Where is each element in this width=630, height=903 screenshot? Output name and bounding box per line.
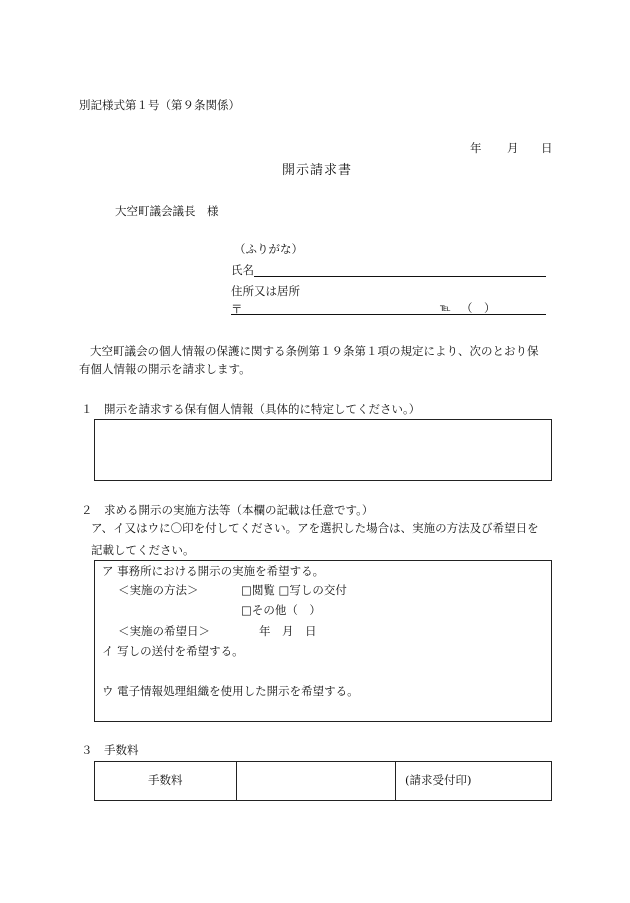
date-year-label: 年	[470, 141, 482, 155]
receipt-stamp-label: (請求受付印)	[405, 773, 472, 787]
option-i[interactable]: イ 写しの送付を希望する。	[102, 644, 244, 658]
section2-heading: ２ 求める開示の実施方法等（本欄の記載は任意です。）	[81, 503, 374, 517]
furigana-label: （ふりがな）	[234, 242, 303, 256]
fee-label: 手数料	[148, 773, 183, 787]
name-field[interactable]	[254, 276, 546, 277]
form-label: 別記様式第１号（第９条関係）	[79, 98, 240, 112]
tel-label: ℡	[440, 303, 451, 314]
method-label: ＜実施の方法＞	[118, 583, 199, 597]
section2-instruction-2: 記載してください。	[91, 543, 195, 557]
section1-heading: １ 開示を請求する保有個人情報（具体的に特定してください。）	[81, 402, 421, 416]
intro-line-2: 有個人情報の開示を請求します。	[79, 362, 251, 376]
name-label: 氏名	[231, 263, 254, 277]
option-a[interactable]: ア 事務所における開示の実施を希望する。	[102, 564, 325, 578]
intro-line-1: 大空町議会の個人情報の保護に関する条例第１９条第１項の規定により、次のとおり保	[90, 344, 539, 358]
option-u[interactable]: ウ 電子情報処理組織を使用した開示を希望する。	[102, 684, 359, 698]
address-label: 住所又は居所	[231, 284, 300, 298]
date-day-label: 日	[541, 141, 553, 155]
address-field[interactable]	[231, 314, 546, 315]
fee-table-divider-2	[395, 761, 396, 801]
fee-table-divider-1	[236, 761, 237, 801]
section3-heading: ３ 手数料	[81, 743, 139, 757]
method-checkboxes-1[interactable]: □閲覧 □写しの交付	[241, 583, 347, 597]
tel-paren: （ ）	[461, 301, 496, 315]
requested-info-box[interactable]	[94, 419, 552, 481]
section2-instruction-1: ア、イ又はウに〇印を付してください。アを選択した場合は、実施の方法及び希望日を	[91, 521, 539, 535]
date-preference-label: ＜実施の希望日＞	[118, 624, 210, 638]
addressee: 大空町議会議長 様	[115, 204, 219, 218]
postal-mark: 〒	[231, 302, 243, 316]
page-title: 開示請求書	[282, 163, 353, 178]
method-checkboxes-2[interactable]: □その他（ ）	[241, 603, 321, 617]
date-preference-fields[interactable]: 年 月 日	[259, 624, 317, 638]
date-month-label: 月	[507, 141, 519, 155]
